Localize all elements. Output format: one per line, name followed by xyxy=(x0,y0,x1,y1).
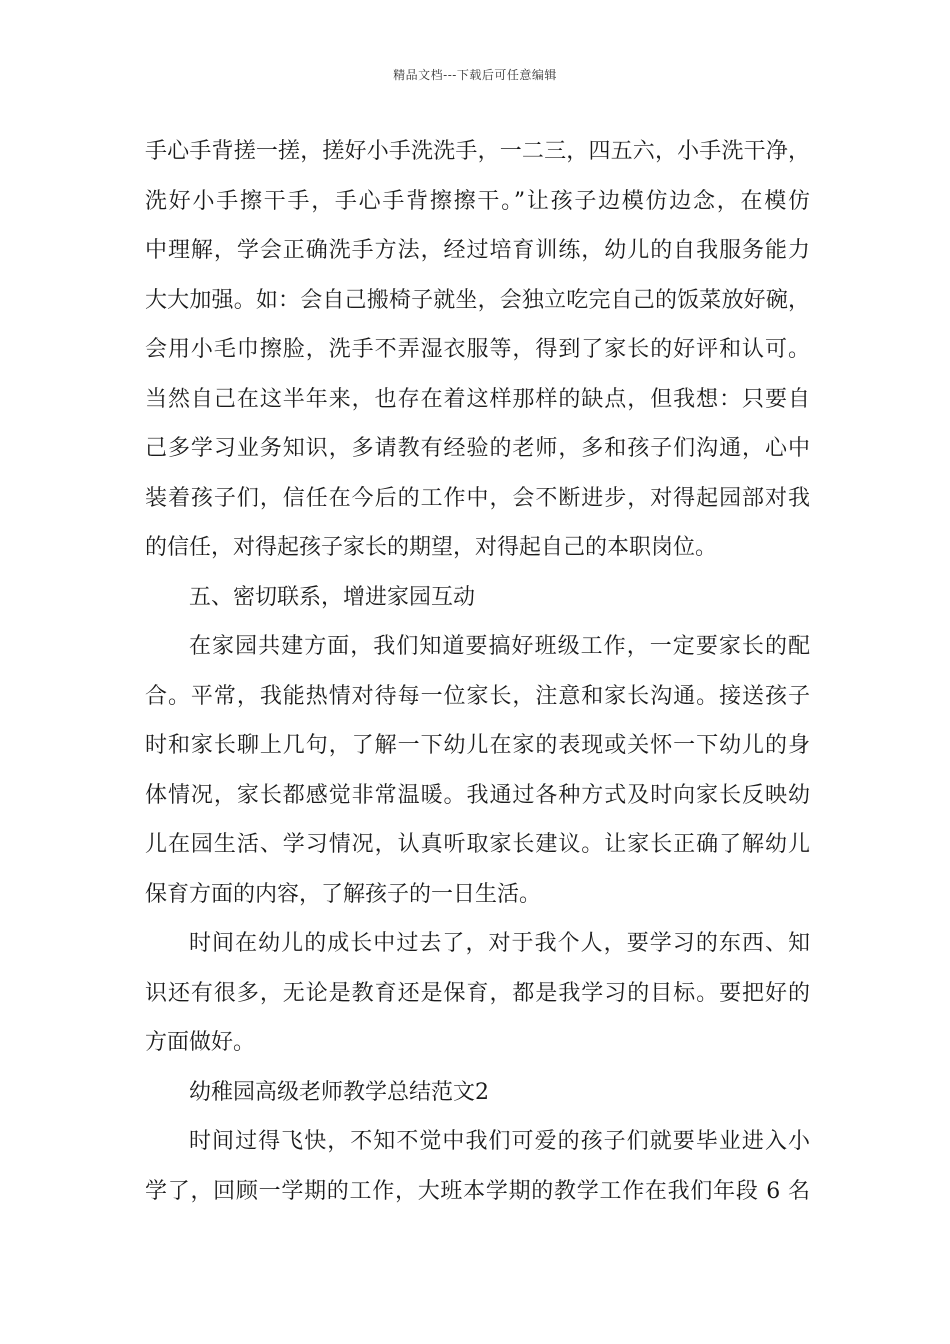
body-line: 时间在幼儿的成长中过去了，对于我个人，要学习的东西、知 xyxy=(189,931,810,956)
document-body xyxy=(145,127,810,1216)
article-title: 幼稚园高级老师教学总结范文2 xyxy=(189,1079,489,1105)
body-line: 学了，回顾一学期的工作，大班本学期的教学工作在我们年段 6 名 xyxy=(145,1178,810,1204)
body-line: 方面做好。 xyxy=(145,1030,256,1055)
body-line: 时和家长聊上几句，了解一下幼儿在家的表现或关怀一下幼儿的身 xyxy=(145,733,810,758)
body-line: 大大加强。如：会自己搬椅子就坐，会独立吃完自己的饭菜放好碗， xyxy=(145,287,810,313)
page-header: 精品文档---下载后可任意编辑 xyxy=(393,68,557,82)
body-line: 保育方面的内容，了解孩子的一日生活。 xyxy=(145,881,542,907)
body-line: 会用小毛巾擦脸，洗手不弄湿衣服等，得到了家长的好评和认可。 xyxy=(145,337,810,362)
section-heading: 五、密切联系，增进家园互动 xyxy=(189,584,476,610)
body-line: 儿在园生活、学习情况，认真听取家长建议。让家长正确了解幼儿 xyxy=(145,832,810,857)
body-line: 中理解，学会正确洗手方法，经过培育训练，幼儿的自我服务能力 xyxy=(145,238,810,263)
body-line: 当然自己在这半年来，也存在着这样那样的缺点，但我想：只要自 xyxy=(145,386,810,412)
body-line: 合。平常，我能热情对待每一位家长，注意和家长沟通。接送孩子 xyxy=(145,683,810,709)
body-line: 洗好小手擦干手，手心手背擦擦干。”让孩子边模仿边念，在模仿 xyxy=(145,188,810,214)
body-line: 装着孩子们，信任在今后的工作中，会不断进步，对得起园部对我 xyxy=(145,485,810,511)
body-line: 在家园共建方面，我们知道要搞好班级工作，一定要家长的配 xyxy=(189,634,810,659)
body-line: 己多学习业务知识，多请教有经验的老师，多和孩子们沟通，心中 xyxy=(145,436,810,461)
body-line: 识还有很多，无论是教育还是保育，都是我学习的目标。要把好的 xyxy=(145,980,810,1006)
body-line: 的信任，对得起孩子家长的期望，对得起自己的本职岗位。 xyxy=(145,535,718,560)
body-line: 时间过得飞快，不知不觉中我们可爱的孩子们就要毕业进入小 xyxy=(189,1129,810,1154)
body-line: 手心手背搓一搓，搓好小手洗洗手，一二三，四五六，小手洗干净， xyxy=(145,139,810,164)
body-line: 体情况，家长都感觉非常温暖。我通过各种方式及时向家长反映幼 xyxy=(145,782,810,808)
